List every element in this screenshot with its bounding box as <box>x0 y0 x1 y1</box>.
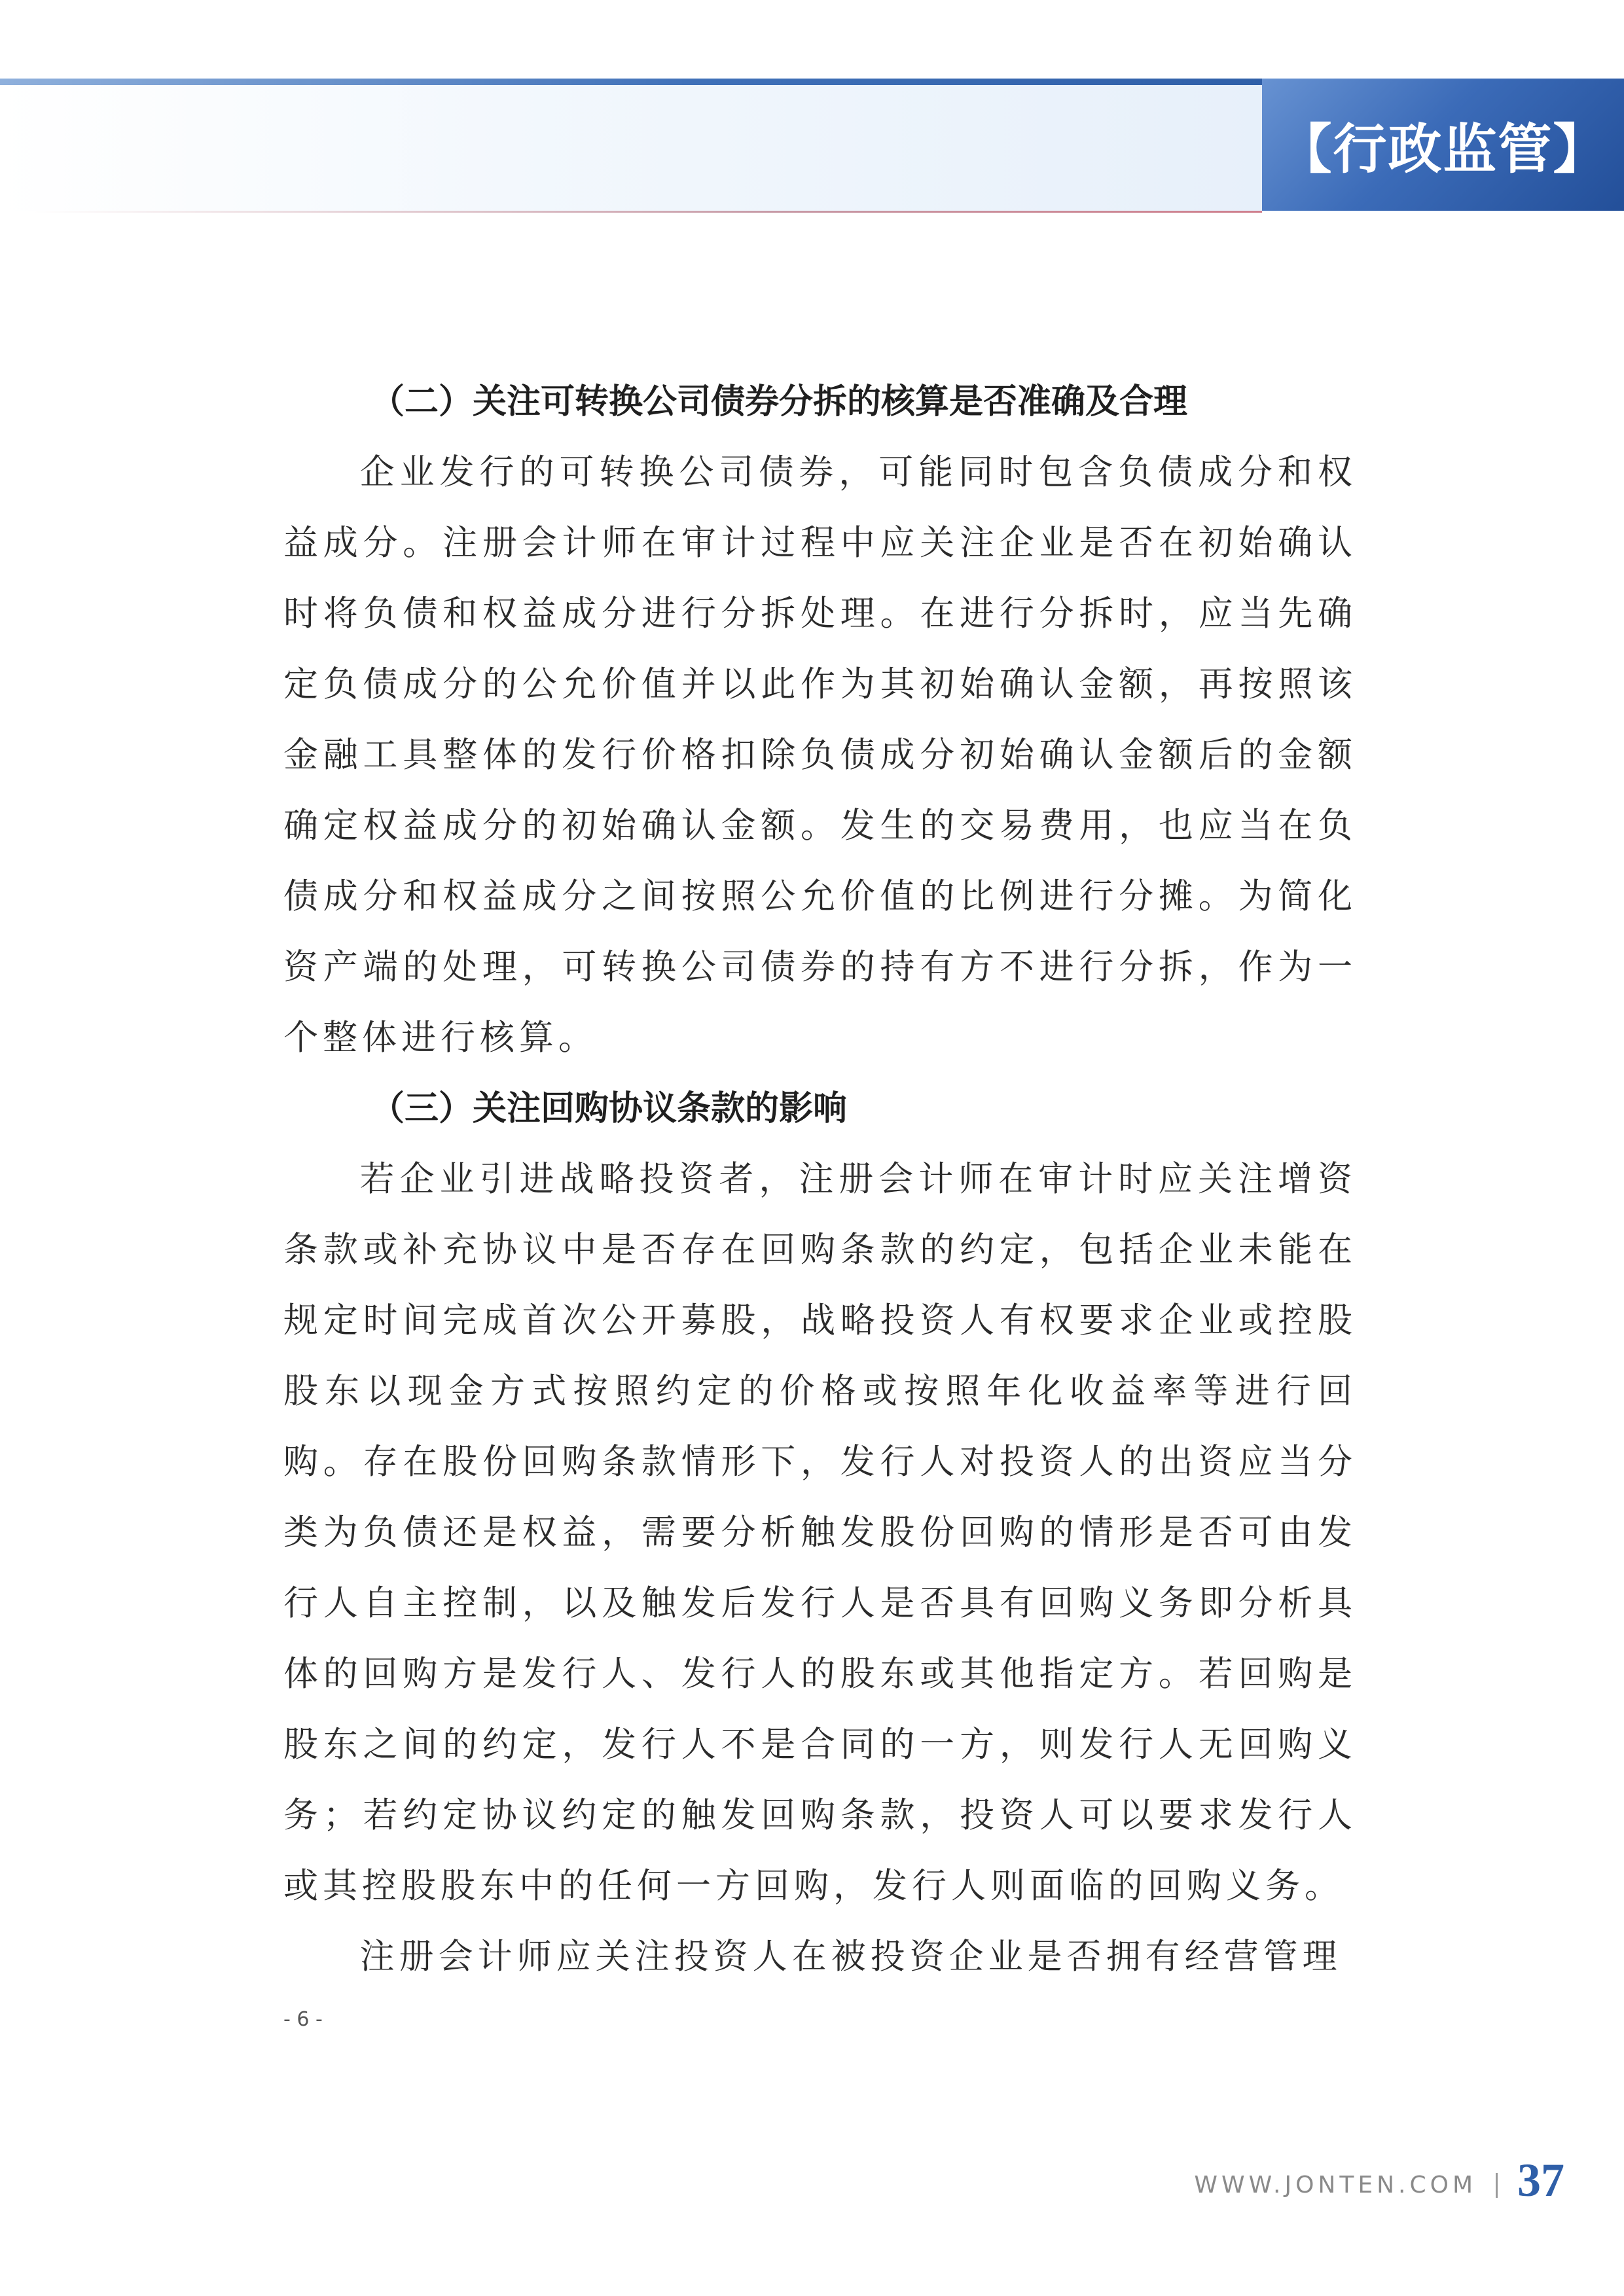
section-heading-2: （二）关注可转换公司债券分拆的核算是否准确及合理 <box>370 382 1188 422</box>
footer-page-number: 37 <box>1517 2154 1564 2206</box>
footer-website: WWW.JONTEN.COM <box>1194 2172 1477 2198</box>
footer-divider <box>1496 2173 1498 2198</box>
inner-page-number: - 6 - <box>283 2008 323 2031</box>
header-band <box>0 85 1262 211</box>
paragraph: 企业发行的可转换公司债券，可能同时包含负债成分和权益成分。注册会计师在审计过程中应关注企业是否在初始确认时将负债和权益成分进行分拆处理。在进行分拆时，应当先确定负债成分的公允价值并以此作为其初始确认金额，再按照该金融工具整体的发行价格扣除负债成分初始确认金额后的金额确定权益成分的初始确认金额。发生的交易费用，也应当在负债成分和权益成分之间按照公允价值的比例进行分摊。为简化资产端的处理，可转换公司债券的持有方不进行分拆，作为一个整体进行核算。 <box>283 452 1357 1058</box>
document-body <box>283 367 1357 1992</box>
paragraph: 若企业引进战略投资者，注册会计师在审计时应关注增资条款或补充协议中是否存在回购条款的约定，包括企业未能在规定时间完成首次公开募股，战略投资人有权要求企业或控股股东以现金方式按照约定的价格或按照年化收益率等进行回购。存在股份回购条款情形下，发行人对投资人的出资应当分类为负债还是权益，需要分析触发股份回购的情形是否可由发行人自主控制，以及触发后发行人是否具有回购义务即分析具体的回购方是发行人、发行人的股东或其他指定方。若回购是股东之间的约定，发行人不是合同的一方，则发行人无回购义务；若约定协议约定的触发回购条款，投资人可以要求发行人或其控股股东中的任何一方回购，发行人则面临的回购义务。 <box>283 1159 1357 1906</box>
header-underline <box>33 211 1262 213</box>
paragraph: 注册会计师应关注投资人在被投资企业是否拥有经营管理 <box>359 1937 1342 1977</box>
header-top-line <box>0 79 1265 85</box>
section-tag: 【行政监管】 <box>1262 79 1624 211</box>
section-heading-3: （三）关注回购协议条款的影响 <box>370 1089 848 1128</box>
